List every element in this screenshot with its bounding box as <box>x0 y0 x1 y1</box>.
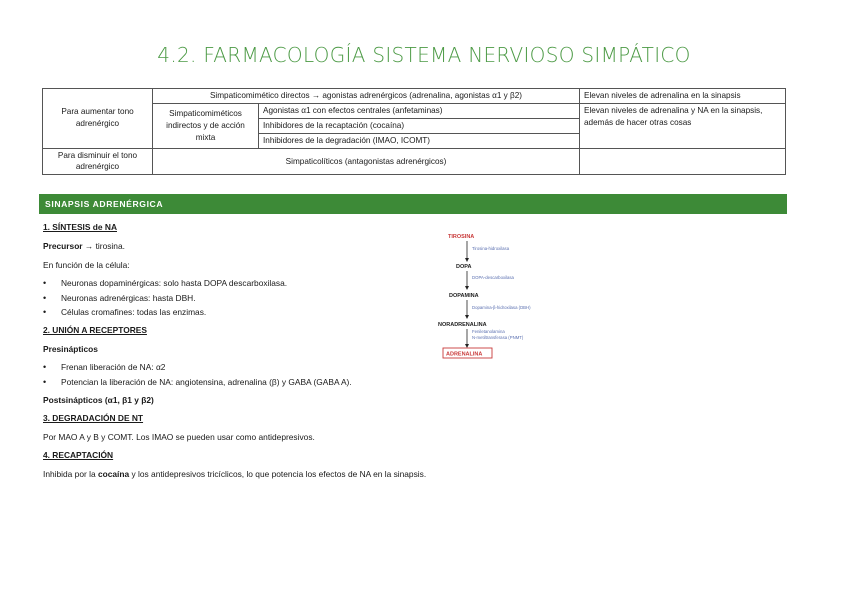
recaptacion-post: y los antidepresivos tricíclicos, lo que potencia los efectos de NA en la sinapsis. <box>129 469 427 479</box>
table-cell-sub2: Inhibidores de la recaptación (cocaína) <box>259 118 580 133</box>
postsinapticos-label: Postsinápticos (α1, β1 y β2) <box>43 395 154 405</box>
synthesis-pathway-diagram <box>436 227 586 362</box>
funcion-text: En función de la célula: <box>43 260 130 270</box>
table-cell-simpaticoliticos: Simpaticolíticos (antagonistas adrenérgicos) <box>153 148 580 175</box>
table-cell-indirectos-efecto: Elevan niveles de adrenalina y NA en la sinapsis, además de hacer otras cosas <box>580 103 786 148</box>
recaptacion-text <box>43 469 426 479</box>
pathway-arrow-head <box>465 286 469 290</box>
section-header-bar: SINAPSIS ADRENÉRGICA <box>39 194 787 214</box>
enzyme-label: N-metiltransferasa (PNMT) <box>472 335 524 340</box>
diagram-dopamina: DOPAMINA <box>449 293 479 299</box>
table-cell-aumentar: Para aumentar tono adrenérgico <box>43 89 153 149</box>
table-cell-disminuir: Para disminuir el tono adrenérgico <box>43 148 153 175</box>
list-item: • Células cromafines: todas las enzimas. <box>61 307 206 317</box>
table-row <box>43 89 786 104</box>
list-item: • Frenan liberación de NA: α2 <box>61 362 165 372</box>
diagram-adrenalina: ADRENALINA <box>446 351 483 358</box>
recaptacion-pre: Inhibida por la <box>43 469 98 479</box>
heading-degradacion: 3. DEGRADACIÓN DE NT <box>43 413 144 423</box>
precursor-text: → tirosina. <box>82 241 125 251</box>
table-cell-sub1: Agonistas α1 con efectos centrales (anfetaminas) <box>259 103 580 118</box>
diagram-tirosina: TIROSINA <box>448 234 475 240</box>
table-cell-sub3: Inhibidores de la degradación (IMAO, ICOMT) <box>259 133 580 148</box>
table-cell-empty <box>580 148 786 175</box>
pathway-arrow-head <box>465 344 469 348</box>
presinapticos-label: Presinápticos <box>43 344 98 354</box>
table-row <box>43 148 786 175</box>
page-title: 4.2. FARMACOLOGÍA SISTEMA NERVIOSO SIMPÁTICO <box>157 43 691 67</box>
diagram-dopa: DOPA <box>456 264 472 270</box>
diagram-noradrenalina: NORADRENALINA <box>438 322 487 328</box>
list-item: • Neuronas dopaminérgicas: solo hasta DOPA descarboxilasa. <box>61 278 287 288</box>
enzyme-label: Dopamina-β-hidroxilasa (DBH) <box>472 305 531 310</box>
enzyme-label: Tirosina-hidroxilasa <box>472 246 510 251</box>
pharmacology-table <box>42 88 786 175</box>
table-cell-directos: Simpaticomimético directos → agonistas adrenérgicos (adrenalina, agonistas α1 y β2) <box>153 89 580 104</box>
table-cell-indirectos: Simpaticomiméticos indirectos y de acción mixta <box>153 103 259 148</box>
enzyme-label: Feniletanolamina <box>472 329 505 334</box>
degradacion-text: Por MAO A y B y COMT. Los IMAO se pueden usar como antidepresivos. <box>43 432 315 442</box>
heading-sintesis: 1. SÍNTESIS de NA <box>43 222 117 232</box>
precursor-line <box>43 241 125 251</box>
precursor-label: Precursor <box>43 241 83 251</box>
recaptacion-bold: cocaína <box>97 469 130 479</box>
heading-union: 2. UNIÓN A RECEPTORES <box>43 325 147 335</box>
list-item: • Potencian la liberación de NA: angiotensina, adrenalina (β) y GABA (GABA A). <box>61 377 352 387</box>
enzyme-label: DOPA-descarboxilasa <box>472 275 514 280</box>
table-cell-directos-efecto: Elevan niveles de adrenalina en la sinapsis <box>580 89 786 104</box>
heading-recaptacion: 4. RECAPTACIÓN <box>43 450 114 460</box>
list-item: • Neuronas adrenérgicas: hasta DBH. <box>61 293 196 303</box>
pathway-arrow-head <box>465 258 469 262</box>
table-row <box>43 103 786 118</box>
pathway-arrow-head <box>465 315 469 319</box>
